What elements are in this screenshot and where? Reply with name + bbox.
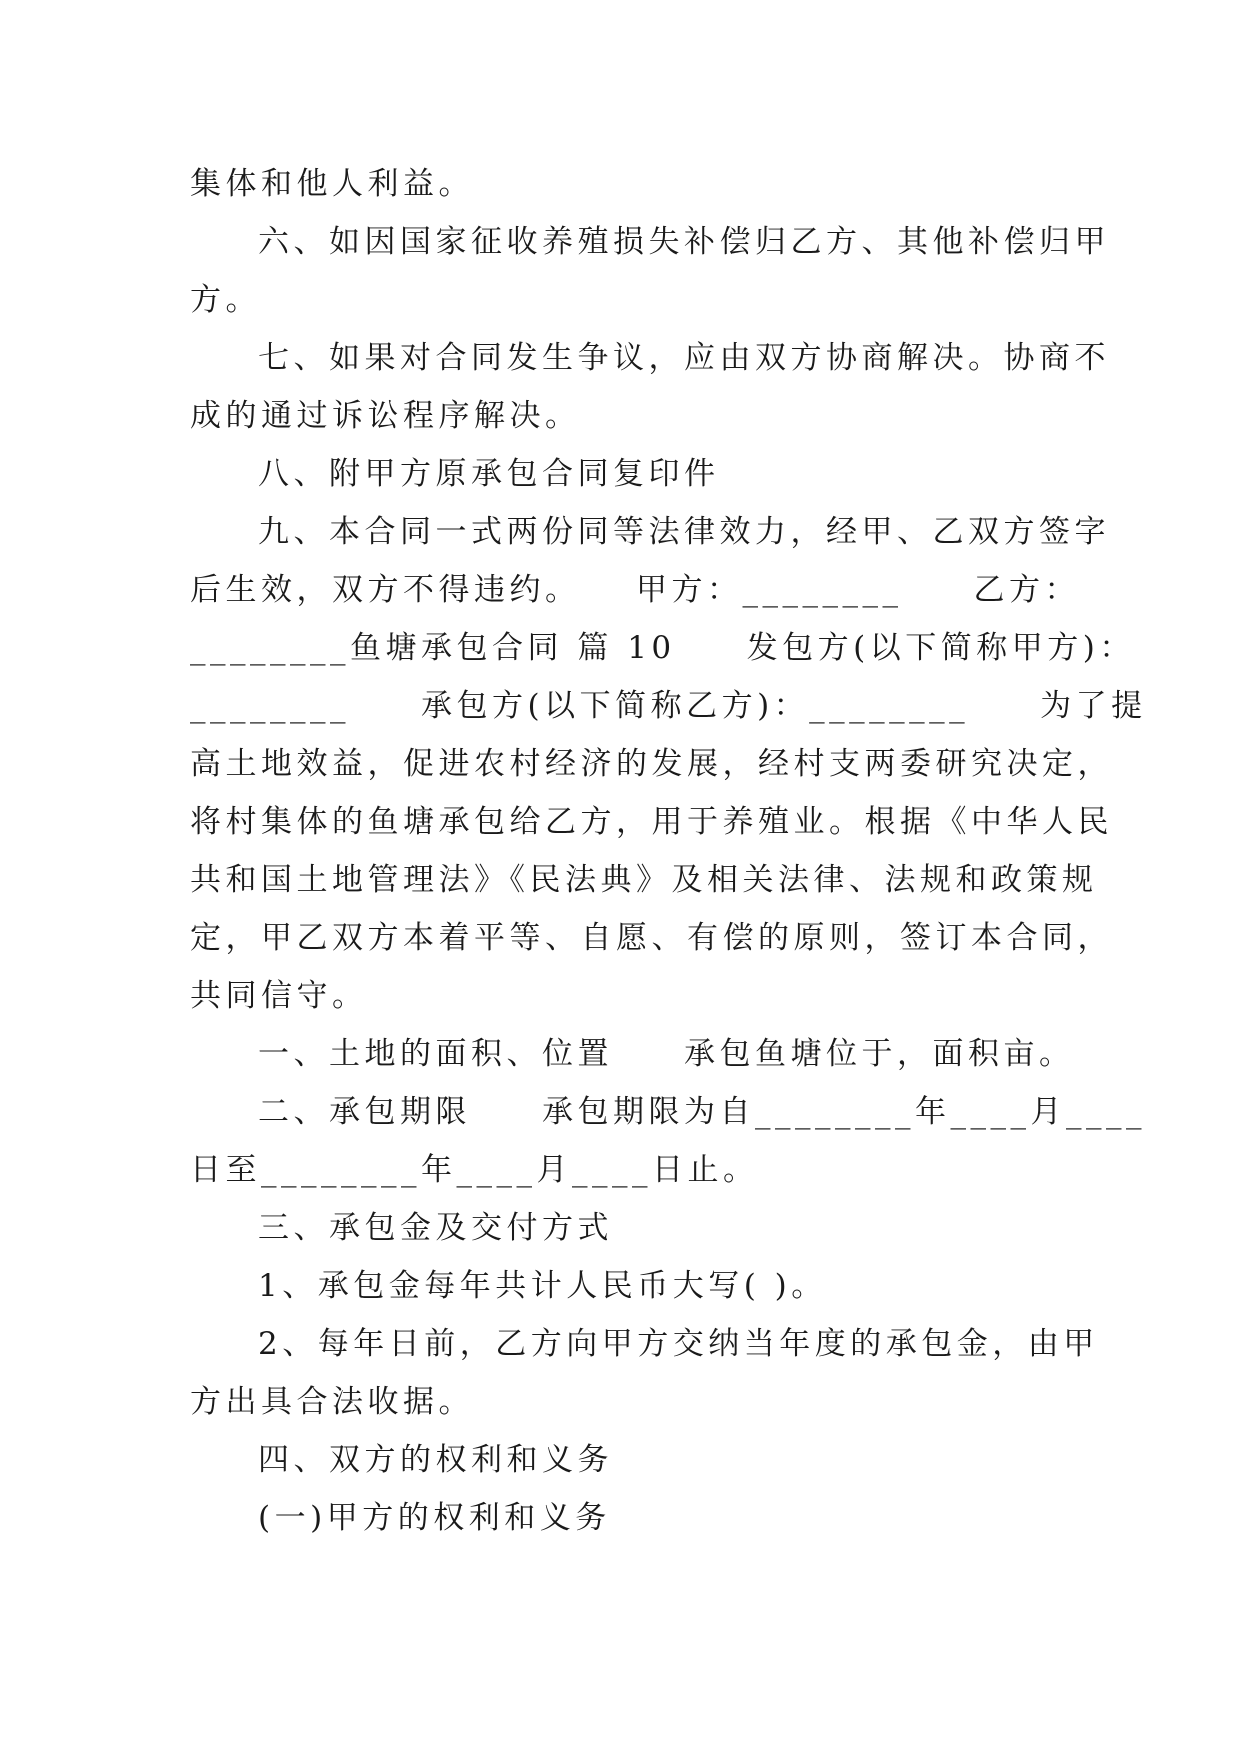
text-line: 共同信守。: [190, 978, 368, 1014]
text-line: 高土地效益，促进农村经济的发展，经村支两委研究决定，: [190, 746, 1113, 782]
text-line: 二、承包期限 承包期限为自________年____月____: [258, 1094, 1146, 1130]
text-line: 方出具合法收据。: [190, 1384, 474, 1420]
text-line: 日至________年____月____日止。: [190, 1152, 759, 1188]
text-line: 七、如果对合同发生争议，应由双方协商解决。协商不: [258, 340, 1110, 376]
text-line: 共和国土地管理法》《民法典》及相关法律、法规和政策规: [190, 862, 1098, 898]
text-line: 一、土地的面积、位置 承包鱼塘位于，面积亩。: [258, 1036, 1075, 1072]
text-line: 成的通过诉讼程序解决。: [190, 398, 581, 434]
text-line: 方。: [190, 282, 261, 318]
text-line: 九、本合同一式两份同等法律效力，经甲、乙双方签字: [258, 514, 1110, 550]
text-line: 将村集体的鱼塘承包给乙方，用于养殖业。根据《中华人民: [190, 804, 1113, 840]
text-line: 四、双方的权利和义务: [258, 1442, 613, 1478]
text-line: ________鱼塘承包合同 篇 10 发包方(以下简称甲方)：: [190, 630, 1135, 666]
text-line: 后生效，双方不得违约。 甲方：________ 乙方：: [190, 572, 1080, 608]
text-line: 集体和他人利益。: [190, 166, 474, 202]
text-line: 八、附甲方原承包合同复印件: [258, 456, 720, 492]
text-line: 三、承包金及交付方式: [258, 1210, 613, 1246]
text-line: 定，甲乙双方本着平等、自愿、有偿的原则，签订本合同，: [190, 920, 1113, 956]
text-line: (一)甲方的权利和义务: [258, 1500, 611, 1536]
text-line: 六、如因国家征收养殖损失补偿归乙方、其他补偿归甲: [258, 224, 1110, 260]
contract-body: [190, 155, 1147, 1547]
text-line: 1、承包金每年共计人民币大写( )。: [258, 1268, 827, 1304]
text-line: ________ 承包方(以下简称乙方)：________ 为了提: [190, 688, 1147, 724]
text-line: 2、每年日前，乙方向甲方交纳当年度的承包金，由甲: [258, 1326, 1099, 1362]
